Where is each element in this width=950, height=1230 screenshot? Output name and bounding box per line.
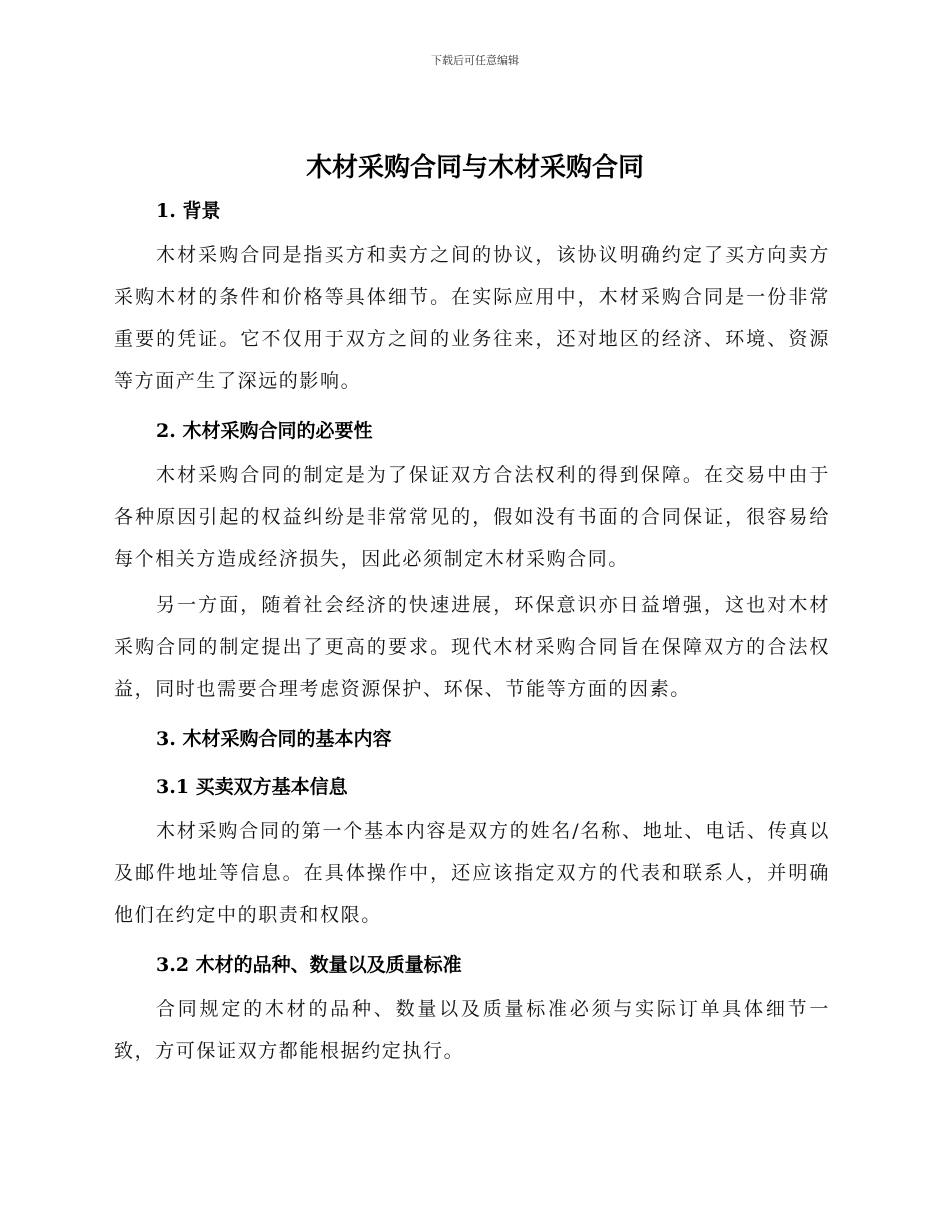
section-heading-necessity: 2. 木材采购合同的必要性 [156, 420, 373, 442]
section-heading-basic-content: 3. 木材采购合同的基本内容 [156, 728, 392, 750]
document-body [114, 192, 830, 1072]
paragraph-necessity-1: 木材采购合同的制定是为了保证双方合法权利的得到保障。在交易中由于各种原因引起的权益纠纷是非常常见的，假如没有书面的合同保证，很容易给每个相关方造成经济损失，因此必须制定木材采购合同。 [114, 464, 830, 570]
paragraph-party-info: 木材采购合同的第一个基本内容是双方的姓名/名称、地址、电话、传真以及邮件地址等信息。在具体操作中，还应该指定双方的代表和联系人，并明确他们在约定中的职责和权限。 [114, 820, 830, 926]
header-note: 下载后可任意编辑 [431, 54, 519, 67]
paragraph-necessity-2: 另一方面，随着社会经济的快速进展，环保意识亦日益增强，这也对木材采购合同的制定提出了更高的要求。现代木材采购合同旨在保障双方的合法权益，同时也需要合理考虑资源保护、环保、节能等方面的因素。 [114, 594, 830, 700]
section-heading-wood-quality: 3.2 木材的品种、数量以及质量标准 [156, 954, 462, 976]
section-heading-party-info: 3.1 买卖双方基本信息 [156, 776, 348, 798]
section-heading-background: 1. 背景 [156, 200, 221, 222]
document-title: 木材采购合同与木材采购合同 [305, 153, 644, 183]
paragraph-wood-quality: 合同规定的木材的品种、数量以及质量标准必须与实际订单具体细节一致，方可保证双方都能根据约定执行。 [114, 998, 830, 1062]
paragraph-background: 木材采购合同是指买方和卖方之间的协议，该协议明确约定了买方向卖方采购木材的条件和价格等具体细节。在实际应用中，木材采购合同是一份非常重要的凭证。它不仅用于双方之间的业务往来，还对地区的经济、环境、资源等方面产生了深远的影响。 [114, 244, 830, 392]
